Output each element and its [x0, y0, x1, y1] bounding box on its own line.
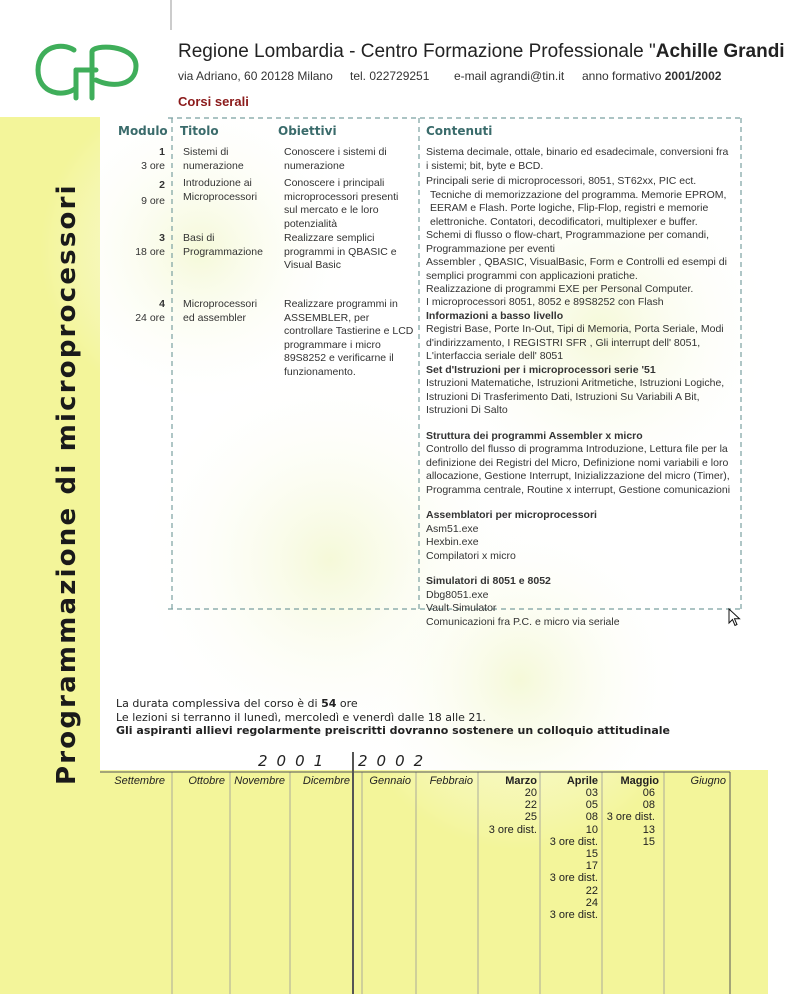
address: via Adriano, 60 20128 Milano [178, 69, 333, 83]
admission-note: Gli aspiranti allievi regolarmente preiscritti dovranno sostenere un colloquio attitudinale [116, 724, 670, 737]
module-4-objective: Realizzare programmi in ASSEMBLER, per controllare Tastierine e LCD programmare i micro 89S8252 e verificarne il funzionamento. [284, 298, 414, 378]
module-2-contents: Principali serie di microprocessori, 8051, ST62xx, PIC ect. Tecniche di memorizzazione del programma. Memorie EPROM, EERAM e Flash. Porte logiche, Flip-Flop, registri e memorie elettroniche. Contatori, decodificatori, multiplexer e buffer. [426, 175, 727, 228]
phone: tel. 022729251 [350, 69, 430, 83]
month-maggio: Maggio [620, 775, 659, 787]
month-gennaio: Gennaio [369, 775, 411, 787]
month-ottobre: Ottobre [188, 775, 225, 787]
dates-maggio: 06 08 3 ore dist. 13 15 [606, 787, 655, 848]
col-header-contents: Contenuti [426, 124, 493, 138]
dates-marzo: 20 22 25 3 ore dist. [488, 787, 537, 836]
module-4-title: Microprocessori ed assembler [183, 298, 258, 324]
year-2001: 2001 [258, 752, 333, 770]
year-2002: 2002 [358, 752, 433, 770]
contact-line [178, 69, 738, 83]
module-3-title: Basi di Programmazione [183, 232, 263, 258]
module-1-number: 1 3 ore [141, 146, 165, 172]
email: e-mail agrandi@tin.it [454, 69, 565, 83]
mouse-cursor-icon [728, 608, 742, 628]
module-3-number: 3 18 ore [135, 232, 165, 258]
module-2-objective: Conoscere i principali microprocessori presenti sul mercato e le loro potenzialità [284, 177, 399, 230]
month-febbraio: Febbraio [429, 775, 473, 787]
month-dicembre: Dicembre [302, 775, 350, 787]
academic-year: anno formativo 2001/2002 [582, 69, 722, 83]
institution-title: Regione Lombardia - Centro Formazione Professionale "Achille Grandi [178, 41, 785, 62]
lesson-schedule: Le lezioni si terranno il lunedì, mercoledì e venerdì dalle 18 alle 21. [116, 710, 486, 724]
month-aprile: Aprile [566, 775, 598, 787]
month-settembre: Settembre [114, 775, 165, 787]
cfp-logo [32, 40, 142, 100]
vertical-course-title: Programmazione di microprocessori [52, 183, 82, 785]
module-3-objective: Realizzare semplici programmi in QBASIC e Visual Basic [284, 232, 397, 271]
module-4-number: 4 24 ore [135, 298, 165, 324]
col-header-title: Titolo [180, 124, 219, 138]
course-duration: La durata complessiva del corso è di 54 ore [116, 697, 358, 710]
section-label: Corsi serali [178, 94, 249, 109]
module-4-contents: I microprocessori 8051, 8052 e 89S8252 con Flash Informazioni a basso livello Registri Base, Porte In-Out, Tipi di Memoria, Porta Seriale, Modi d'indirizzamento, I REGISTRI SFR , Gli interrupt dell' 8051, L'interfaccia seriale dell' 8051 Set d'Istruzioni per i microprocessori serie '51 Istruzioni Matematiche, Istruzioni Aritmetiche, Istruzioni Logiche, Istruzioni Di Trasferimento Dati, Istruzioni Su Variabili A Bit, Istruzioni Di Salto Struttura dei programmi Assembler x micro Controllo del flusso di programma Introduzione, Lettura file per la definizione dei Registri del Micro, Definizione nomi variabili e loro allocazione, Gestione Interrupt, Inizializzazione del micro (Timer), Programma centrale, Routine x interrupt, Gestione comunicazioni Assemblatori per microprocessori Asm51.exe Hexbin.exe Compilatori x micro Simulatori di 8051 e 8052 Dbg8051.exe Vault Simulator Comunicazioni fra P.C. e micro via seriale [426, 296, 731, 628]
module-1-contents: Sistema decimale, ottale, binario ed esadecimale, conversioni fra i sistemi; bit, byte e BCD. [426, 146, 729, 172]
col-header-module: Modulo [118, 124, 168, 138]
month-marzo: Marzo [505, 775, 537, 787]
module-2-title: Introduzione ai Microprocessori [183, 177, 258, 203]
course-notes [116, 697, 670, 738]
month-giugno: Giugno [690, 775, 726, 787]
module-1-objective: Conoscere i sistemi di numerazione [284, 146, 387, 172]
module-1-title: Sistemi di numerazione [183, 146, 244, 172]
col-header-objectives: Obiettivi [278, 124, 337, 138]
module-3-contents: Schemi di flusso o flow-chart, Programmazione per comandi, Programmazione per eventi Assembler , QBASIC, VisualBasic, Form e Controlli ed esempi di semplici programmi con applicazioni pratiche. Realizzazione di programmi EXE per Personal Computer. [426, 229, 727, 295]
module-2-number: 2 9 ore [141, 179, 165, 207]
month-novembre: Novembre [234, 775, 285, 787]
dates-aprile: 03 05 08 10 3 ore dist. 15 17 3 ore dist. 22 24 3 ore dist. [549, 787, 598, 922]
